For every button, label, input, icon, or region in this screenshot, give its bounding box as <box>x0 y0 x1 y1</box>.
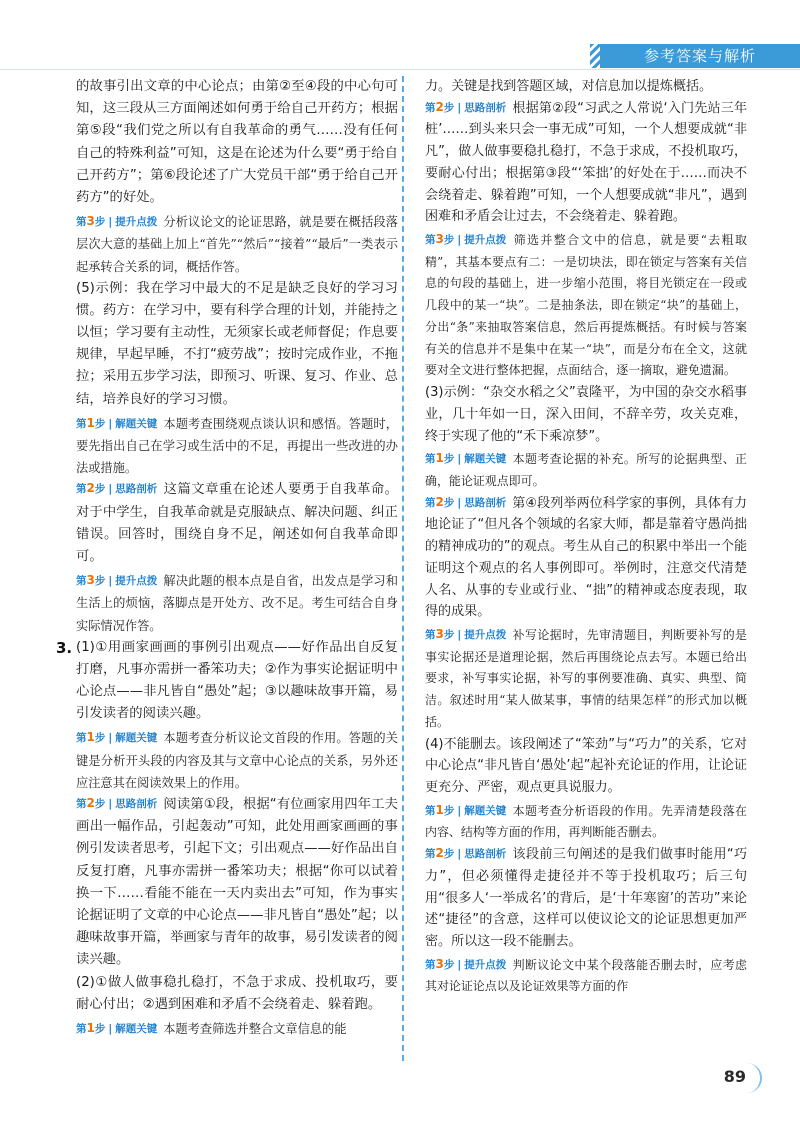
step-prefix: 第 <box>76 575 87 588</box>
answer-paragraph: (3)示例：“杂交水稻之父”袁隆平，为中国的杂交水稻事业，几十年如一日，深入田间，不辞辛劳，攻关克难，终于实现了他的“禾下乘凉梦”。 <box>425 385 747 444</box>
step-prefix: 第 <box>425 848 436 861</box>
badge-separator: | <box>457 234 462 247</box>
step-label: 提升点拨 <box>464 234 507 247</box>
step-label: 提升点拨 <box>115 216 158 229</box>
step-prefix: 第 <box>425 496 436 509</box>
note-text: 本题考查围绕观点谈认识和感悟。答题时，要先指出自己在学习或生活中的不足，再提出一些改进的办法或措施。 <box>76 416 398 476</box>
analysis-note <box>425 625 747 734</box>
step-prefix: 第 <box>76 732 87 745</box>
step-prefix: 第 <box>425 958 436 971</box>
step-digit: 2 <box>86 796 95 810</box>
step-suffix: 步 <box>94 216 106 229</box>
badge-separator: | <box>108 1022 113 1035</box>
step-suffix: 步 <box>443 628 455 641</box>
step-prefix: 第 <box>425 804 436 817</box>
badge-separator: | <box>457 496 462 509</box>
step-prefix: 第 <box>425 453 436 466</box>
step-badge <box>76 481 157 496</box>
step-digit: 1 <box>435 451 444 466</box>
step-number <box>425 802 455 817</box>
answer-paragraph: 力。关键是找到答题区域，对信息加以提炼概括。 <box>425 79 713 94</box>
step-digit: 3 <box>86 573 95 588</box>
step-digit: 2 <box>435 846 444 861</box>
note-text: 本题考查分析议论文首段的作用。答题的关键是分析开头段的内容及其与文章中心论点的关系，另外还应注意其在阅读效果上的作用。 <box>76 731 398 790</box>
note-text: 本题考查分析语段的作用。先弄清楚段落在内容、结构等方面的作用，再判断能否删去。 <box>425 803 747 840</box>
step-badge <box>76 1021 157 1036</box>
answer-paragraph: (4)不能删去。该段阐述了“笨劲”与“巧力”的关系，它对中心论点“非凡皆自‘愚处’起”起补充论证的作用，让论证更充分、严密，观点更具说服力。 <box>425 736 747 795</box>
badge-separator: | <box>108 216 113 229</box>
step-label: 解题关键 <box>115 417 158 430</box>
step-prefix: 第 <box>76 216 87 229</box>
step-number <box>76 732 105 744</box>
step-prefix: 第 <box>76 1022 87 1035</box>
note-text: 判断议论文中某个段落能否删去时，应考虑其对论证论点以及论证效果等方面的作 <box>425 957 747 994</box>
page-number: 89 <box>723 1067 746 1086</box>
step-badge <box>425 846 506 861</box>
header-title: 参考答案与解析 <box>643 47 756 65</box>
question-text: (1)①用画家画画的事例引出观点——好作品出自反复打磨，凡事亦需拼一番笨功夫；②作为事实论据证明中心论点——非凡皆自“愚处”起；③以趣味故事开篇，易引发读者的阅读兴趣。 <box>76 639 398 722</box>
note-text: 解决此题的根本点是自省，出发点是学习和生活上的烦恼，落脚点是开处方、改不足。考生可结合自身实际情况作答。 <box>76 574 398 633</box>
question-number: 3. <box>56 638 73 657</box>
step-suffix: 步 <box>443 848 455 861</box>
badge-separator: | <box>457 628 462 641</box>
step-label: 思路剖析 <box>464 496 507 509</box>
step-prefix: 第 <box>425 101 436 114</box>
step-label: 思路剖析 <box>115 483 158 496</box>
analysis-note <box>425 844 747 953</box>
badge-separator: | <box>108 417 113 430</box>
step-label: 解题关键 <box>464 453 507 466</box>
step-suffix: 步 <box>94 732 106 745</box>
badge-separator: | <box>108 483 113 496</box>
step-suffix: 步 <box>94 483 106 496</box>
note-text: 根据第②段“习武之人常说‘入门先站三年桩’……到头来只会一事无成”可知，一个人想要成就“非凡”，做人做事要稳扎稳打，不急于求成，不投机取巧，要耐心付出；根据第③段“‘笨拙’的好处在于……而决不会绕着走、躲着跑”可知，一个人想要成就“非凡”，遇到困难和矛盾会让过去，不会绕着走、躲着跑。 <box>425 100 747 225</box>
step-number <box>425 956 455 971</box>
step-suffix: 步 <box>443 101 455 114</box>
step-digit: 3 <box>86 214 95 229</box>
step-badge <box>425 232 506 247</box>
step-digit: 2 <box>86 481 95 496</box>
step-badge <box>76 416 157 431</box>
page-number-tab <box>700 1063 762 1093</box>
step-badge <box>76 573 157 588</box>
question-answer <box>56 637 398 726</box>
step-number <box>76 483 105 495</box>
step-badge <box>425 957 506 972</box>
badge-separator: | <box>457 453 462 466</box>
step-digit: 1 <box>435 802 444 817</box>
analysis-note <box>425 98 747 228</box>
step-digit: 1 <box>86 415 95 430</box>
note-text: 分析议论文的论证思路，就是要在概括段落层次大意的基础上加上“首先”“然后”“接着”“最后”一类表示起承转合关系的词，概括作答。 <box>76 215 398 274</box>
right-column <box>425 76 747 998</box>
analysis-note <box>425 801 747 844</box>
step-label: 思路剖析 <box>464 848 507 861</box>
note-text: 本题考查论据的补充。所写的论据典型、正确，能论证观点即可。 <box>425 452 747 488</box>
header-banner <box>600 44 800 68</box>
step-number <box>76 798 105 810</box>
step-badge <box>425 495 506 510</box>
step-suffix: 步 <box>443 453 455 466</box>
step-badge <box>425 100 506 115</box>
step-prefix: 第 <box>76 417 87 430</box>
step-label: 思路剖析 <box>464 101 507 114</box>
badge-separator: | <box>108 732 113 745</box>
step-label: 提升点拨 <box>115 575 158 588</box>
step-number <box>425 234 454 246</box>
analysis-note <box>425 493 747 623</box>
step-suffix: 步 <box>94 798 106 810</box>
step-badge <box>76 796 157 811</box>
note-text: 第④段列举两位科学家的事例，具体有力地论证了“但凡各个领域的名家大师，都是靠着守愚尚拙的精神成功的”的观点。考生从自己的积累中举出一个能证明这个观点的名人事例即可。举例时，注意交代清楚人名、从事的专业或行业、“拙”的精神或态度表现，取得的成果。 <box>425 495 747 620</box>
answer-paragraph: 的故事引出文章的中心论点；由第②至④段的中心句可知，这三段从三方面阐述如何勇于给自己开药方；根据第⑤段“我们党之所以有自我革命的勇气……没有任何自己的特殊利益”可知，这是在论述为什么要“勇于给自己开药方”；第⑥段论述了广大党员干部“勇于给自己开药方”的好处。 <box>76 79 398 205</box>
step-suffix: 步 <box>94 417 106 430</box>
analysis-note <box>425 230 747 382</box>
step-digit: 3 <box>435 956 444 971</box>
step-badge <box>425 451 506 466</box>
step-digit: 3 <box>435 232 444 247</box>
step-label: 提升点拨 <box>464 628 507 641</box>
analysis-note <box>76 211 398 278</box>
analysis-note <box>76 570 398 637</box>
step-number <box>76 575 105 587</box>
step-digit: 2 <box>435 494 444 509</box>
step-number <box>425 494 455 509</box>
step-prefix: 第 <box>425 234 436 247</box>
step-badge <box>76 214 157 229</box>
note-text: 阅读第①段，根据“有位画家用四年工夫画出一幅作品，引起轰动”可知，此处用画家画画的事例引发读者思考，引起下文；引出观点——好作品出自反复打磨，凡事亦需拼一番笨功夫；根据“你可以试着换一下……看能不能在一天内卖出去”可知，作为事实论据证明了文章的中心论点——非凡皆自“愚处”起；以趣味故事开篇，举画家与青年的故事，易引发读者的阅读兴趣。 <box>76 797 398 968</box>
step-digit: 2 <box>435 99 444 114</box>
badge-separator: | <box>457 848 462 861</box>
analysis-note <box>76 479 398 568</box>
step-label: 解题关键 <box>115 1022 158 1035</box>
note-text: 本题考查筛选并整合文章信息的能 <box>163 1021 347 1036</box>
badge-separator: | <box>457 101 462 114</box>
header-stripe <box>590 44 600 68</box>
step-number <box>425 626 455 641</box>
step-digit: 1 <box>86 1020 95 1035</box>
badge-separator: | <box>108 798 113 810</box>
step-prefix: 第 <box>425 628 436 641</box>
step-suffix: 步 <box>443 958 455 971</box>
step-label: 解题关键 <box>115 732 158 745</box>
step-prefix: 第 <box>76 798 87 810</box>
step-number <box>425 848 454 860</box>
step-prefix: 第 <box>76 483 87 496</box>
analysis-note <box>76 413 398 480</box>
badge-separator: | <box>457 958 462 971</box>
left-column <box>56 76 398 1040</box>
note-text: 筛选并整合文中的信息，就是要“去粗取精”，其基本要点有二：一是切块法，即在锁定与答案有关信息的句段的基础上，进一步缩小范围，将目光锁定在一段或几段中的某一“块”。二是抽条法，即在锁定“块”的基础上，分出“条”来抽取答案信息，然后再提炼概括。有时候与答案有关的信息并不是集中在某一“块”，而是分布在全文，这就要对全文进行整体把握，点面结合，逐一摘取，避免遗漏。 <box>425 233 747 378</box>
step-suffix: 步 <box>443 496 455 509</box>
answer-paragraph: (2)①做人做事稳扎稳打，不急于求成、投机取巧，要耐心付出；②遇到困难和矛盾不会绕着走、躲着跑。 <box>76 974 398 1012</box>
step-number <box>76 216 105 228</box>
column-divider <box>402 76 404 1061</box>
analysis-note <box>425 449 747 492</box>
step-label: 提升点拨 <box>464 958 507 971</box>
badge-separator: | <box>457 804 462 817</box>
note-text: 该段前三句阐述的是我们做事时能用“巧力”，但必须懂得走捷径并不等于投机取巧；后三句用“很多人‘一举成名’的背后，是‘十年寒窗’的苦功”来论述“捷径”的含意，这样可以使议论文的论证思想更加严密。所以这一段不能删去。 <box>425 847 747 950</box>
step-badge <box>76 730 157 745</box>
header-rule <box>0 69 800 70</box>
analysis-note <box>76 794 398 972</box>
step-number <box>425 99 455 114</box>
note-text: 这篇文章重在论述人要勇于自我革命。对于中学生，自我革命就是克服缺点、解决问题、纠正错误。回答时，围绕自身不足，阐述如何自我革命即可。 <box>76 482 398 564</box>
step-label: 思路剖析 <box>115 798 158 810</box>
answer-paragraph: (5)示例：我在学习中最大的不足是缺乏良好的学习习惯。药方：在学习中，要有科学合理的计划，并能持之以恒；学习要有主动性，无须家长或老师督促；作息要规律，早起早睡，不打“疲劳战”；按时完成作业，不拖拉；采用五步学习法，即预习、听课、复习、作业、总结，培养良好的学习习惯。 <box>76 280 398 407</box>
note-text: 补写论据时，先审清题目，判断要补写的是事实论据还是道理论据，然后再围绕论点去写。本题已给出要求，补写事实论据，补写的事例要准确、真实、典型、简洁。叙述时用“某人做某事，事情的结果怎样”的形式加以概括。 <box>425 627 747 729</box>
step-number <box>425 453 454 465</box>
step-suffix: 步 <box>94 1022 106 1035</box>
analysis-note <box>76 1018 398 1040</box>
step-label: 解题关键 <box>464 804 507 817</box>
step-badge <box>425 627 506 642</box>
badge-separator: | <box>108 575 113 588</box>
step-number <box>76 1020 106 1035</box>
step-digit: 3 <box>435 626 444 641</box>
analysis-note <box>76 727 398 794</box>
step-suffix: 步 <box>443 234 455 247</box>
step-digit: 1 <box>86 730 95 745</box>
step-suffix: 步 <box>94 575 106 588</box>
step-suffix: 步 <box>443 804 455 817</box>
analysis-note <box>425 955 747 998</box>
step-number <box>76 415 106 430</box>
step-badge <box>425 803 506 818</box>
